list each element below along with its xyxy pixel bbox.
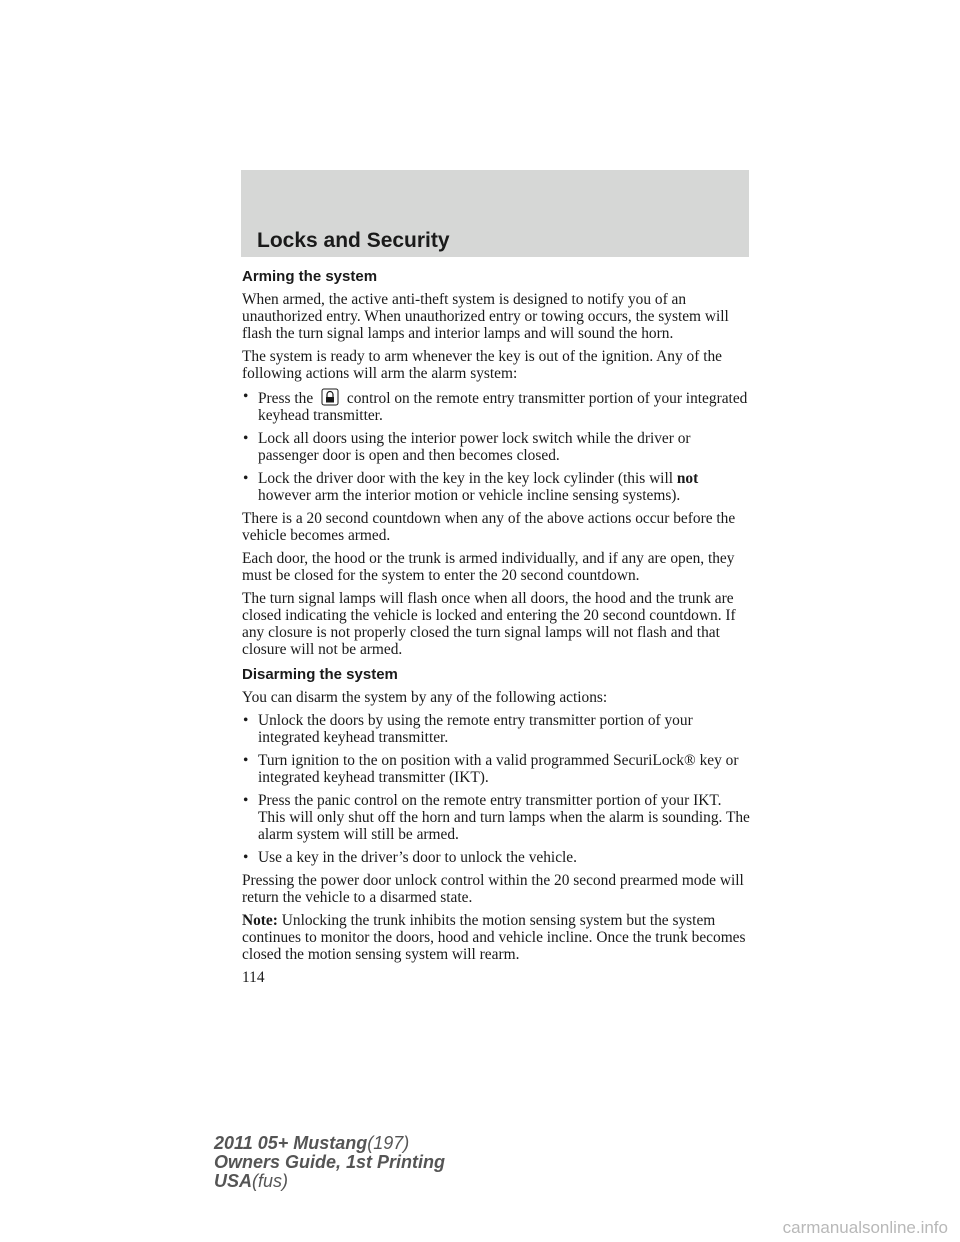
print-footer: 2011 05+ Mustang(197) Owners Guide, 1st Printing USA(fus) [214,1133,446,1191]
note-paragraph [242,912,752,963]
watermark: carmanualsonline.info [782,1218,948,1237]
note-text: Unlocking the trunk inhibits the motion sensing system but the system continues to monitor the doors, hood and vehicle incline. Once the trunk becomes closed the motion sensing system will rearm. [242,912,746,963]
disarming-actions-list [242,712,752,866]
heading-arming: Arming the system [242,268,378,285]
note-label: Note: [242,912,278,929]
paragraph: Each door, the hood or the trunk is armed individually, and if any are open, they must be closed for the system to enter the 20 second countdown. [242,550,735,584]
page-content [242,268,752,986]
list-item: • Press the panic control on the remote entry transmitter portion of your IKT. This will only shut off the horn and turn lamps when the alarm is sounding. The alarm system will still be armed. [243,792,750,843]
lock-icon [319,388,341,406]
list-item: • Lock all doors using the interior power lock switch while the driver or passenger door is open and then becomes closed. [243,430,691,464]
paragraph: You can disarm the system by any of the following actions: [242,689,608,706]
paragraph: The system is ready to arm whenever the key is out of the ignition. Any of the following actions will arm the alarm system: [242,348,722,382]
paragraph: The turn signal lamps will flash once when all doors, the hood and the trunk are closed indicating the vehicle is locked and entering the 20 second countdown. If any closure is not properly closed the turn signal lamps will not flash and that closure will not be armed. [242,590,736,658]
paragraph: There is a 20 second countdown when any of the above actions occur before the vehicle becomes armed. [242,510,736,544]
list-item: • Lock the driver door with the key in the key lock cylinder (this will not however arm the interior motion or vehicle incline sensing systems). [243,470,699,504]
list-item: • Unlock the doors by using the remote entry transmitter portion of your integrated keyhead transmitter. [243,712,693,746]
paragraph: When armed, the active anti-theft system is designed to notify you of an unauthorized entry. When unauthorized entry or towing occurs, the system will flash the turn signal lamps and interior lamps and will sound the horn. [242,291,729,342]
section-header-band [241,170,749,257]
page-number: 114 [242,969,265,986]
arming-actions-list [242,388,752,504]
page-title: Locks and Security [257,229,450,252]
heading-disarming: Disarming the system [242,666,398,683]
list-item: • Turn ignition to the on position with a valid programmed SecuriLock® key or integrated keyhead transmitter (IKT). [243,752,739,786]
paragraph: Pressing the power door unlock control within the 20 second prearmed mode will return the vehicle to a disarmed state. [242,872,744,906]
list-item: • Use a key in the driver’s door to unlock the vehicle. [243,849,577,866]
list-item: • Press the control on the remote entry transmitter portion of your integrated keyhead transmitter. [243,388,748,424]
